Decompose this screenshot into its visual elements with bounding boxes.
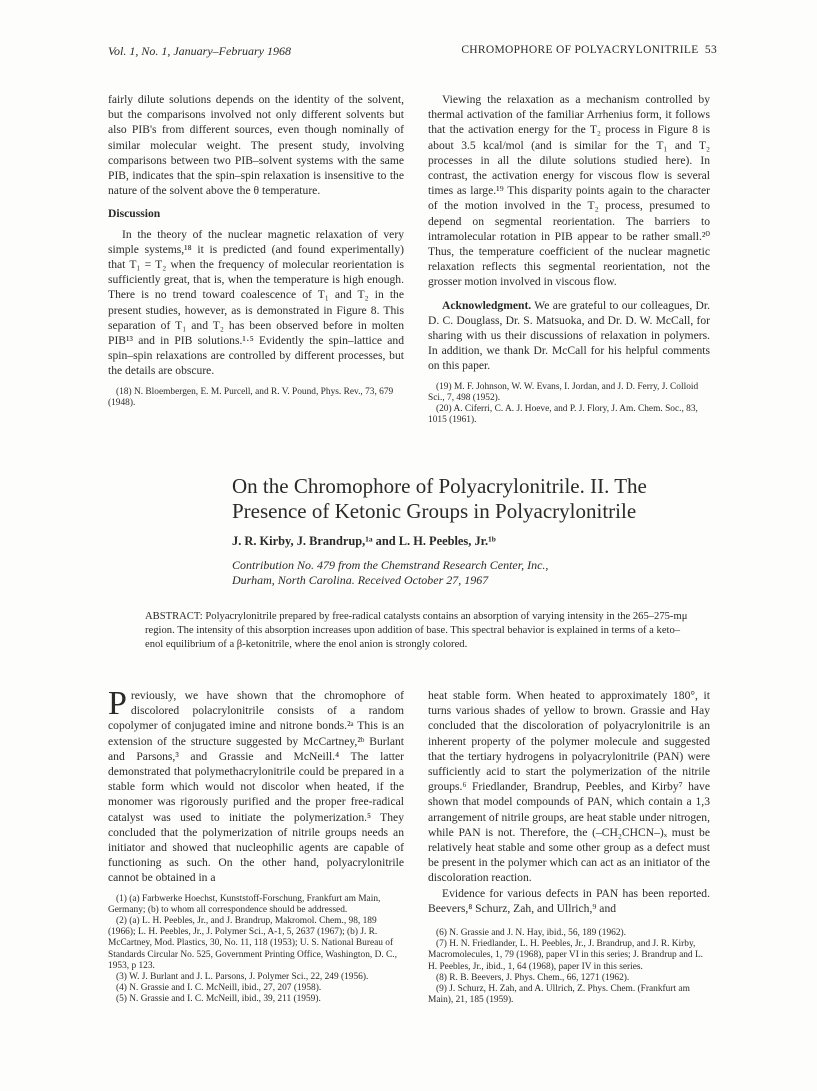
- title-line: On the Chromophore of Polyacrylonitrile. II. The: [232, 474, 647, 498]
- running-header-left: Vol. 1, No. 1, January–February 1968: [108, 44, 291, 58]
- footnote: (9) J. Schurz, H. Zah, and A. Ullrich, Z. Phys. Chem. (Frankfurt am Main), 21, 185 (1959).: [428, 984, 690, 1006]
- bottom-left-column: [108, 685, 404, 1006]
- paragraph: [108, 685, 404, 886]
- footnote: (3) W. J. Burlant and J. L. Parsons, J. Polymer Sci., 22, 249 (1956).: [116, 972, 369, 983]
- title-line: Presence of Ketonic Groups in Polyacrylonitrile: [232, 499, 637, 523]
- footnote: (1) (a) Farbwerke Hoechst, Kunststoff-Forschung, Frankfurt am Main, Germany; (b) to whom all correspondence should be addressed.: [108, 893, 381, 915]
- paragraph: In the theory of the nuclear magnetic relaxation of very simple systems,¹⁸ it is predicted (and found experimentally) that T₁ = T₂ when the frequency of molecular reorientation is sufficiently great, that is, when the temperature is high enough. There is no trend toward coalescence of T₁ and T₂ in the present studies, however, as is demonstrated in Figure 8. This separation of T₁ and T₂ has been observed before in molten PIB¹³ and in PIB solutions.¹·⁵ Evidently the spin–lattice and spin–spin relaxations are controlled by different processes, but the details are obscure.: [108, 227, 404, 378]
- top-left-column: [108, 92, 404, 409]
- footnotes: [108, 387, 404, 409]
- footnote: (20) A. Ciferri, C. A. J. Hoeve, and P. J. Flory, J. Am. Chem. Soc., 83, 1015 (1961).: [428, 404, 698, 426]
- affiliation-line: Contribution No. 479 from the Chemstrand Research Center, Inc.,: [232, 558, 549, 572]
- footnote: (5) N. Grassie and I. C. McNeill, ibid., 39, 211 (1959).: [116, 994, 321, 1005]
- page-number: 53: [704, 44, 717, 56]
- paragraph: fairly dilute solutions depends on the identity of the solvent, but the comparisons involved not only different solvents but also PIB's from different sources, even though nominally of similar molecular weight. The present study, involving comparisons between two PIB–solvent systems with the same PIB, indicates that the spin–spin relaxation is insensitive to the nature of the solvent above the θ temperature.: [108, 93, 404, 198]
- running-title: CHROMOPHORE OF POLYACRYLONITRILE: [461, 44, 699, 56]
- footnote: (18) N. Bloembergen, E. M. Purcell, and R. V. Pound, Phys. Rev., 73, 679 (1948).: [108, 386, 394, 408]
- affiliation: [232, 558, 672, 588]
- acknowledgment-text: We are grateful to our colleagues, Dr. D. C. Douglass, Dr. S. Matsuoka, and Dr. D. W. McCall, for sharing with us their discussions of relaxation in polymers. In addition, we thank Dr. McCall for his helpful comments on this paper.: [428, 298, 710, 373]
- acknowledgment-label: Acknowledgment.: [442, 298, 532, 312]
- paragraph: Viewing the relaxation as a mechanism controlled by thermal activation of the familiar Arrhenius form, it follows that the activation energy for the T₂ process in Figure 8 is about 3.5 kcal/mol (and is similar for the T₁ and T₂ processes in all the dilute solutions studied here). In contrast, the activation energy for viscous flow is several times as large.¹⁹ This disparity points again to the character of the motion involved in the T₂ process, presumed to depend on segmental reorientation. The barriers to intramolecular rotation in PIB appear to be rather small.²⁰ Thus, the temperature coefficient of the nuclear magnetic relaxation reflects this segmental reorientation, not the grosser motion involved in viscous flow.: [428, 93, 710, 289]
- affiliation-line: Durham, North Carolina. Received October 27, 1967: [232, 573, 489, 587]
- abstract-text: Polyacrylonitrile prepared by free-radical catalysts contains an absorption of varying intensity in the 265–275-mμ region. The intensity of this absorption increases upon addition of base. This spectral behavior is explained in terms of a keto–enol equilibrium of a β-ketonitrile, where the enol anion is strongly colored.: [145, 611, 688, 650]
- paragraph: heat stable form. When heated to approximately 180°, it turns various shades of yellow to brown. Grassie and Hay concluded that the discoloration of polyacrylonitrile is an inherent property of the polymer molecule and suggested that the tertiary hydrogens in polyacrylonitrile (PAN) were sufficiently acid to start the polymerization of the nitrile groups.⁶ Friedlander, Brandrup, Peebles, and Kirby⁷ have shown that model compounds of PAN, which contain a 1,3 arrangement of nitrile groups, are heat stable under nitrogen, while PAN is not. Therefore, the (–CH₂CHCN–)ₓ must be relatively heat stable and some other group as a defect must be present in the polymer which can act as an initiator of the discoloration reaction.: [428, 689, 710, 885]
- footnote: (8) R. B. Beevers, J. Phys. Chem., 66, 1271 (1962).: [436, 972, 630, 983]
- paragraph-text: reviously, we have shown that the chromophore of discolored polacrylonitrile consists of a random copolymer of conjugated imine and nitrone bonds.²ᵃ This is an extension of the structure suggested by McCartney,²ᵇ Burlant and Parsons,³ and Grassie and McNeill.⁴ The latter demonstrated that polymethacrylonitrile could be prepared in a stable form which would not discolor when heated, if the monomer was rigorously purified and the proper free-radical catalyst was used to initiate the polymerization.⁵ They concluded that the polymerization of nitrile groups needs an initiator and showed that nucleophilic agents are capable of functioning as such. On the other hand, polyacrylonitrile cannot be obtained in a: [108, 689, 404, 885]
- footnote: (7) H. N. Friedlander, L. H. Peebles, Jr., J. Brandrup, and J. R. Kirby, Macromolecules, 1, 79 (1968), paper VI in this series; J. Brandrup and L. H. Peebles, Jr., ibid., 1, 64 (1968), paper IV in this series.: [428, 939, 704, 972]
- top-right-column: [428, 92, 710, 426]
- paragraph: Evidence for various defects in PAN has been reported. Beevers,⁸ Schurz, Zah, and Ullrich,⁹ and: [428, 886, 710, 915]
- footnote: (4) N. Grassie and I. C. McNeill, ibid., 27, 207 (1958).: [116, 983, 322, 994]
- abstract: [145, 610, 690, 651]
- section-heading-discussion: Discussion: [108, 207, 161, 221]
- abstract-label: ABSTRACT:: [145, 611, 203, 622]
- footnote: (2) (a) L. H. Peebles, Jr., and J. Brandrup, Makromol. Chem., 98, 189 (1966); L. H. Peebles, Jr., J. Polymer Sci., A-1, 5, 2637 (1967); (b) J. R. McCartney, Mod. Plastics, 30, No. 11, 118 (1953); U. S. National Bureau of Standards Circular No. 525, Government Printing Office, Washington, D. C., 1953, p 123.: [108, 916, 397, 971]
- article-title: [232, 474, 712, 524]
- footnotes: [428, 382, 710, 427]
- authors: J. R. Kirby, J. Brandrup,¹ᵃ and L. H. Peebles, Jr.¹ᵇ: [232, 534, 496, 548]
- footnotes: [108, 894, 404, 1006]
- footnote: (19) M. F. Johnson, W. W. Evans, I. Jordan, and J. D. Ferry, J. Colloid Sci., 7, 498 (1952).: [428, 381, 699, 403]
- footnotes: [428, 928, 710, 1006]
- acknowledgment: [428, 298, 710, 374]
- drop-cap: P: [108, 685, 127, 722]
- footnote: (6) N. Grassie and J. N. Hay, ibid., 56, 189 (1962).: [436, 928, 626, 939]
- bottom-right-column: [428, 688, 710, 1006]
- running-header-right: [461, 44, 717, 56]
